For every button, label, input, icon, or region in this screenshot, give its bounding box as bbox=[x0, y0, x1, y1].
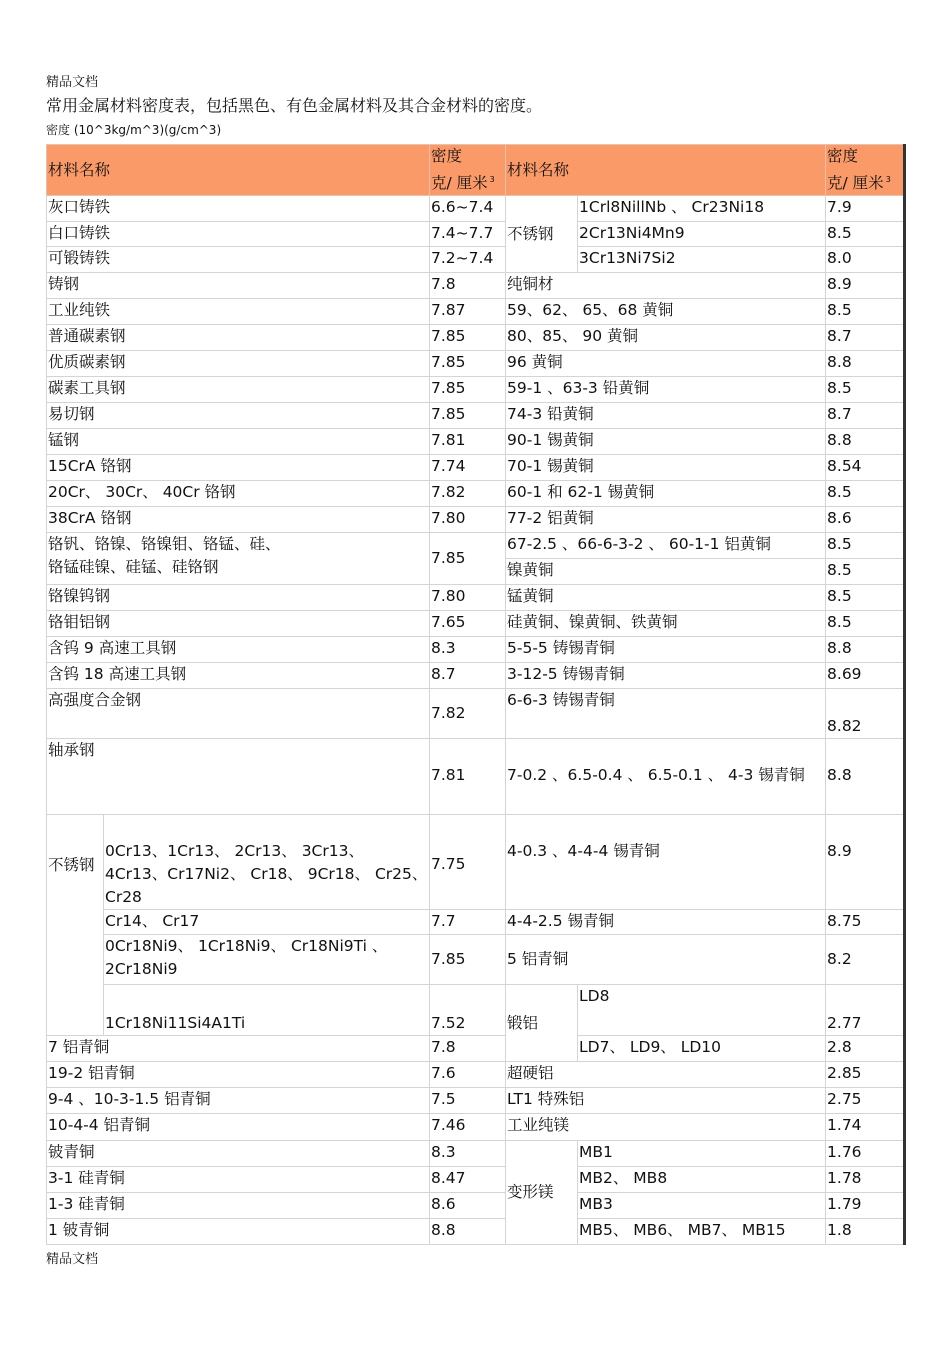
material-name: 铸钢 bbox=[47, 273, 430, 299]
group-label: 变形镁 bbox=[506, 1141, 578, 1245]
density-sup: 3 bbox=[489, 175, 495, 184]
table-row bbox=[47, 1062, 905, 1088]
table-row bbox=[47, 325, 905, 351]
group-label: 不锈钢 bbox=[506, 196, 578, 273]
material-name: MB3 bbox=[578, 1193, 826, 1219]
density-value: 8.6 bbox=[430, 1193, 506, 1219]
header-name-left: 材料名称 bbox=[47, 145, 430, 196]
density-value: 8.6 bbox=[826, 507, 905, 533]
name-line: 铬锰硅镍、硅锰、硅铬钢 bbox=[48, 558, 219, 577]
material-name: 90-1 锡黄铜 bbox=[506, 429, 826, 455]
density-value: 8.69 bbox=[826, 663, 905, 689]
material-name: 高强度合金钢 bbox=[47, 689, 430, 739]
material-name: 80、85、 90 黄铜 bbox=[506, 325, 826, 351]
density-value: 8.75 bbox=[826, 910, 905, 935]
material-name: 1Crl8NillNb 、 Cr23Ni18 bbox=[578, 196, 826, 222]
material-name: LT1 特殊铝 bbox=[506, 1088, 826, 1114]
density-table-container bbox=[46, 144, 904, 1240]
density-value: 8.2 bbox=[826, 935, 905, 985]
table-row bbox=[47, 403, 905, 429]
material-name: 74-3 铅黄铜 bbox=[506, 403, 826, 429]
table-row bbox=[47, 1114, 905, 1141]
density-value: 7.8 bbox=[430, 1036, 506, 1062]
density-value: 7.80 bbox=[430, 507, 506, 533]
material-name: 77-2 铝黄铜 bbox=[506, 507, 826, 533]
density-value: 8.9 bbox=[826, 273, 905, 299]
table-row bbox=[47, 273, 905, 299]
density-value: 7.8 bbox=[430, 273, 506, 299]
material-name: 锰钢 bbox=[47, 429, 430, 455]
material-name: 96 黄铜 bbox=[506, 351, 826, 377]
material-name: 4-4-2.5 锡青铜 bbox=[506, 910, 826, 935]
material-name: 3-12-5 铸锡青铜 bbox=[506, 663, 826, 689]
density-value: 7.81 bbox=[430, 739, 506, 815]
density-value: 8.5 bbox=[826, 222, 905, 247]
material-name: 超硬铝 bbox=[506, 1062, 826, 1088]
density-value: 7.82 bbox=[430, 689, 506, 739]
density-value: 7.2~7.4 bbox=[430, 247, 506, 273]
material-name: 15CrA 铬钢 bbox=[47, 455, 430, 481]
density-value: 8.5 bbox=[826, 481, 905, 507]
density-value: 7.81 bbox=[430, 429, 506, 455]
table-row bbox=[47, 1141, 905, 1167]
material-name: 锰黄铜 bbox=[506, 585, 826, 611]
density-value: 7.74 bbox=[430, 455, 506, 481]
unit-note: 密度 (10^3kg/m^3)(g/cm^3) bbox=[46, 123, 222, 137]
density-value: 7.80 bbox=[430, 585, 506, 611]
density-value: 2.85 bbox=[826, 1062, 905, 1088]
table-row bbox=[47, 585, 905, 611]
density-sup: 3 bbox=[885, 175, 891, 184]
density-label: 密度 bbox=[827, 147, 859, 165]
material-name: 含钨 18 高速工具钢 bbox=[47, 663, 430, 689]
density-value: 7.85 bbox=[430, 533, 506, 585]
table-row bbox=[47, 1167, 905, 1193]
material-name: 工业纯铁 bbox=[47, 299, 430, 325]
density-value: 8.7 bbox=[826, 403, 905, 429]
material-name: MB5、 MB6、 MB7、 MB15 bbox=[578, 1219, 826, 1245]
density-value: 7.52 bbox=[430, 985, 506, 1036]
material-name: 含钨 9 高速工具钢 bbox=[47, 637, 430, 663]
material-name: 铬钼铝钢 bbox=[47, 611, 430, 637]
material-name: 7-0.2 、6.5-0.4 、 6.5-0.1 、 4-3 锡青铜 bbox=[506, 739, 826, 815]
material-name: 1-3 硅青铜 bbox=[47, 1193, 430, 1219]
page-header: 精品文档 bbox=[46, 75, 99, 90]
density-value: 8.7 bbox=[826, 325, 905, 351]
material-name: LD8 bbox=[578, 985, 826, 1036]
material-name: 9-4 、10-3-1.5 铝青铜 bbox=[47, 1088, 430, 1114]
density-value: 8.54 bbox=[826, 455, 905, 481]
material-name: 59-1 、63-3 铅黄铜 bbox=[506, 377, 826, 403]
density-value: 8.8 bbox=[826, 351, 905, 377]
density-value: 1.74 bbox=[826, 1114, 905, 1141]
density-value: 7.46 bbox=[430, 1114, 506, 1141]
material-name: 0Cr18Ni9、 1Cr18Ni9、 Cr18Ni9Ti 、2Cr18Ni9 bbox=[104, 935, 430, 985]
material-name: 镍黄铜 bbox=[506, 559, 826, 585]
density-value: 8.8 bbox=[430, 1219, 506, 1245]
density-value: 8.9 bbox=[826, 815, 905, 910]
header-density-left bbox=[430, 145, 506, 196]
material-name: MB1 bbox=[578, 1141, 826, 1167]
header-density-right bbox=[826, 145, 905, 196]
material-name: 59、62、 65、68 黄铜 bbox=[506, 299, 826, 325]
density-value: 8.5 bbox=[826, 299, 905, 325]
table-row bbox=[47, 910, 905, 935]
material-name: 易切钢 bbox=[47, 403, 430, 429]
material-name: 灰口铸铁 bbox=[47, 196, 430, 222]
density-label: 密度 bbox=[431, 147, 463, 165]
table-row bbox=[47, 222, 905, 247]
material-name: 10-4-4 铝青铜 bbox=[47, 1114, 430, 1141]
material-name: 20Cr、 30Cr、 40Cr 铬钢 bbox=[47, 481, 430, 507]
density-value: 2.8 bbox=[826, 1036, 905, 1062]
density-value: 7.85 bbox=[430, 377, 506, 403]
material-name: 7 铝青铜 bbox=[47, 1036, 430, 1062]
density-value: 7.85 bbox=[430, 403, 506, 429]
density-value: 6.6~7.4 bbox=[430, 196, 506, 222]
material-name: 铬镍钨钢 bbox=[47, 585, 430, 611]
intro-text: 常用金属材料密度表，包括黑色、有色金属材料及其合金材料的密度。 bbox=[46, 96, 543, 115]
material-name: 轴承钢 bbox=[47, 739, 430, 815]
table-row bbox=[47, 351, 905, 377]
density-value: 7.87 bbox=[430, 299, 506, 325]
table-row bbox=[47, 815, 905, 910]
group-label: 锻铝 bbox=[506, 985, 578, 1062]
table-row bbox=[47, 637, 905, 663]
density-value: 8.8 bbox=[826, 429, 905, 455]
density-value: 8.5 bbox=[826, 611, 905, 637]
material-name: 白口铸铁 bbox=[47, 222, 430, 247]
table-row bbox=[47, 196, 905, 222]
density-value: 7.9 bbox=[826, 196, 905, 222]
table-row bbox=[47, 739, 905, 815]
density-value: 2.75 bbox=[826, 1088, 905, 1114]
density-value: 8.7 bbox=[430, 663, 506, 689]
material-name: 硅黄铜、镍黄铜、铁黄铜 bbox=[506, 611, 826, 637]
table-row bbox=[47, 611, 905, 637]
material-name: 2Cr13Ni4Mn9 bbox=[578, 222, 826, 247]
density-value: 8.82 bbox=[826, 689, 905, 739]
material-name: 19-2 铝青铜 bbox=[47, 1062, 430, 1088]
material-name: 普通碳素钢 bbox=[47, 325, 430, 351]
group-label: 不锈钢 bbox=[47, 815, 104, 1036]
table-row bbox=[47, 377, 905, 403]
material-name: 60-1 和 62-1 锡黄铜 bbox=[506, 481, 826, 507]
material-name: 4-0.3 、4-4-4 锡青铜 bbox=[506, 815, 826, 910]
material-name: 工业纯镁 bbox=[506, 1114, 826, 1141]
density-value: 8.5 bbox=[826, 585, 905, 611]
table-row bbox=[47, 507, 905, 533]
density-value: 8.8 bbox=[826, 637, 905, 663]
material-name: 70-1 锡黄铜 bbox=[506, 455, 826, 481]
material-name: MB2、 MB8 bbox=[578, 1167, 826, 1193]
table-row bbox=[47, 935, 905, 985]
page-footer: 精品文档 bbox=[46, 1252, 99, 1267]
material-name: 67-2.5 、66-6-3-2 、 60-1-1 铝黄铜 bbox=[506, 533, 826, 559]
table-header-row bbox=[47, 145, 905, 196]
table-row bbox=[47, 455, 905, 481]
density-value: 7.4~7.7 bbox=[430, 222, 506, 247]
density-value: 7.85 bbox=[430, 935, 506, 985]
table-row bbox=[47, 299, 905, 325]
material-name: 5-5-5 铸锡青铜 bbox=[506, 637, 826, 663]
density-table bbox=[46, 144, 906, 1245]
density-value: 7.5 bbox=[430, 1088, 506, 1114]
density-value: 7.75 bbox=[430, 815, 506, 910]
material-name: 优质碳素钢 bbox=[47, 351, 430, 377]
density-unit: 克/ 厘米 bbox=[827, 174, 884, 193]
density-unit: 克/ 厘米 bbox=[431, 174, 488, 193]
density-value: 7.7 bbox=[430, 910, 506, 935]
table-row bbox=[47, 1219, 905, 1245]
table-row bbox=[47, 663, 905, 689]
material-name: 38CrA 铬钢 bbox=[47, 507, 430, 533]
density-value: 8.5 bbox=[826, 559, 905, 585]
material-name: 碳素工具钢 bbox=[47, 377, 430, 403]
material-name: 3Cr13Ni7Si2 bbox=[578, 247, 826, 273]
material-name: Cr14、 Cr17 bbox=[104, 910, 430, 935]
table-row bbox=[47, 247, 905, 273]
material-name bbox=[47, 533, 430, 585]
density-value: 8.5 bbox=[826, 533, 905, 559]
density-value: 8.3 bbox=[430, 1141, 506, 1167]
density-value: 7.82 bbox=[430, 481, 506, 507]
density-value: 8.5 bbox=[826, 377, 905, 403]
density-value: 1.76 bbox=[826, 1141, 905, 1167]
density-value: 8.3 bbox=[430, 637, 506, 663]
material-name: 0Cr13、1Cr13、 2Cr13、 3Cr13、 4Cr13、Cr17Ni2、 Cr18、 9Cr18、 Cr25、 Cr28 bbox=[104, 815, 430, 910]
table-row bbox=[47, 1088, 905, 1114]
density-value: 1.78 bbox=[826, 1167, 905, 1193]
table-row bbox=[47, 1036, 905, 1062]
density-value: 8.8 bbox=[826, 739, 905, 815]
material-name: 5 铝青铜 bbox=[506, 935, 826, 985]
table-row bbox=[47, 985, 905, 1036]
density-value: 8.0 bbox=[826, 247, 905, 273]
table-row bbox=[47, 429, 905, 455]
table-row bbox=[47, 481, 905, 507]
density-value: 7.85 bbox=[430, 351, 506, 377]
material-name: 可锻铸铁 bbox=[47, 247, 430, 273]
header-name-right: 材料名称 bbox=[506, 145, 826, 196]
table-row bbox=[47, 689, 905, 739]
material-name: 3-1 硅青铜 bbox=[47, 1167, 430, 1193]
density-value: 1.8 bbox=[826, 1219, 905, 1245]
table-row bbox=[47, 533, 905, 559]
material-name: 铍青铜 bbox=[47, 1141, 430, 1167]
material-name: 纯铜材 bbox=[506, 273, 826, 299]
material-name: LD7、 LD9、 LD10 bbox=[578, 1036, 826, 1062]
name-line: 铬钒、铬镍、铬镍钼、铬锰、硅、 bbox=[48, 535, 281, 554]
density-value: 7.85 bbox=[430, 325, 506, 351]
density-value: 2.77 bbox=[826, 985, 905, 1036]
density-value: 7.6 bbox=[430, 1062, 506, 1088]
density-value: 8.47 bbox=[430, 1167, 506, 1193]
material-name: 1 铍青铜 bbox=[47, 1219, 430, 1245]
material-name: 1Cr18Ni11Si4A1Ti bbox=[104, 985, 430, 1036]
material-name: 6-6-3 铸锡青铜 bbox=[506, 689, 826, 739]
density-value: 7.65 bbox=[430, 611, 506, 637]
density-value: 1.79 bbox=[826, 1193, 905, 1219]
table-row bbox=[47, 1193, 905, 1219]
